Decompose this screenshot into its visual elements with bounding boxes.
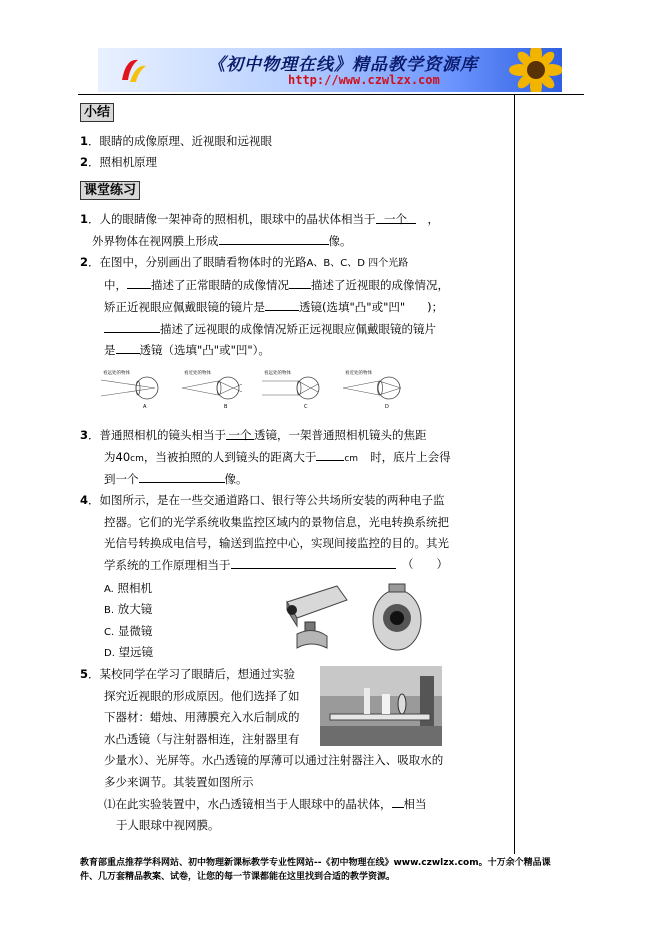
question-5-line-3: 下器材：蜡烛、用薄膜充入水后制成的 <box>104 710 300 724</box>
summary-item-2: 2．照相机原理 <box>80 155 158 169</box>
question-1-line-1: 1．人的眼睛像一架神奇的照相机，眼球中的晶状体相当于 一个 ， <box>80 212 440 226</box>
site-banner <box>98 48 562 92</box>
svg-text:D: D <box>385 404 389 410</box>
question-2-line-1: 2．在图中，分别画出了眼睛看物体时的光路A、B、C、D 四个光路 <box>80 255 409 269</box>
option-d[interactable]: D. 望远镜 <box>104 645 154 659</box>
eye-diagram-a <box>101 368 173 410</box>
summary-heading: 小结 <box>80 103 114 122</box>
question-5-line-6: 多少来调节。其装置如图所示 <box>104 775 254 789</box>
footer-line-1: 教育部重点推荐学科网站、初中物理新课标教学专业性网站--《初中物理在线》www.czwlzx.com。十万余个精品课 <box>80 858 551 868</box>
question-3-line-2: 为40cm，当被拍照的人到镜头的距离大于 cm 时，底片上会得 <box>104 450 451 464</box>
dome-camera-image <box>369 582 425 654</box>
answer-blank <box>265 298 299 311</box>
question-2-line-4: 描述了远视眼的成像情况矫正远视眼应佩戴眼镜的镜片 <box>104 320 436 337</box>
question-2-line-5: 是 透镜（选填"凸"或"凹"）。 <box>104 343 270 357</box>
answer-blank: 一个 <box>226 427 254 440</box>
footer-line-2: 件、几万套精品教案、试卷，让您的每一节课都能在这里找到合适的教学资源。 <box>80 872 396 882</box>
question-5-line-1: 5．某校同学在学习了眼睛后，想通过实验 <box>80 667 296 681</box>
svg-text:看近处的物体: 看近处的物体 <box>184 371 211 376</box>
answer-paren: （ ） <box>402 557 448 571</box>
answer-blank <box>127 276 151 289</box>
option-c[interactable]: C. 显微镜 <box>104 624 153 638</box>
practice-heading: 课堂练习 <box>80 181 140 200</box>
question-4-line-4: 学系统的工作原理相当于 <box>104 556 396 573</box>
experiment-photo <box>320 666 442 746</box>
page-footer <box>80 856 585 884</box>
question-2-line-2: 中， 描述了正常眼睛的成像情况 描述了近视眼的成像情况， <box>104 278 449 292</box>
question-5-line-8: 于人眼球中视网膜。 <box>116 818 220 832</box>
answer-blank <box>231 556 396 569</box>
answer-blank <box>116 341 140 354</box>
question-5-line-7: ⑴在此实验装置中，水凸透镜相当于人眼球中的晶状体， 相当 <box>104 797 427 811</box>
box-camera-image <box>283 582 349 654</box>
question-5-line-2: 探究近视眼的形成原因。他们选择了如 <box>104 689 300 703</box>
answer-blank <box>316 448 344 461</box>
answer-blank <box>289 276 311 289</box>
banner-title: 《初中物理在线》精品教学资源库 <box>208 55 478 75</box>
question-5-line-5: 少量水）、光屏等。水凸透镜的厚薄可以通过注射器注入、吸取水的 <box>104 753 444 767</box>
answer-blank <box>139 470 225 483</box>
option-a[interactable]: A. 照相机 <box>104 581 152 595</box>
eye-diagram-d <box>343 368 415 410</box>
question-2-line-3: 矫正近视眼应佩戴眼镜的镜片是 透镜(选填"凸"或"凹" )； <box>104 300 444 314</box>
answer-blank: 一个 <box>376 211 416 224</box>
eye-diagram-c <box>262 368 334 410</box>
question-1-line-2: 外界物体在视网膜上形成 像。 <box>92 234 352 248</box>
svg-text:C: C <box>304 404 308 410</box>
question-5-line-4: 水凸透镜（与注射器相连，注射器里有 <box>104 732 300 746</box>
header-rule <box>78 94 584 95</box>
svg-text:看远处的物体: 看远处的物体 <box>264 371 291 376</box>
answer-blank <box>219 232 329 245</box>
logo-icon <box>116 54 150 86</box>
sunflower-icon <box>508 48 562 92</box>
question-3-line-3: 到一个 像。 <box>104 472 248 486</box>
question-4-line-2: 控器。它们的光学系统收集监控区域内的景物信息，光电转换系统把 <box>104 515 449 529</box>
answer-blank <box>104 320 160 333</box>
question-4-line-1: 4．如图所示，是在一些交通道路口、银行等公共场所安装的两种电子监 <box>80 493 445 507</box>
answer-blank <box>392 795 404 808</box>
eye-diagram-b <box>182 368 254 410</box>
svg-text:B: B <box>224 404 228 410</box>
option-b[interactable]: B. 放大镜 <box>104 602 153 616</box>
question-3-line-1: 3．普通照相机的镜头相当于 一个 透镜，一架普通照相机镜头的焦距 <box>80 428 427 442</box>
question-4-line-3: 光信号转换成电信号，输送到监控中心，实现间接监控的目的。其光 <box>104 536 449 550</box>
svg-text:A: A <box>143 404 147 410</box>
svg-text:看远处的物体: 看远处的物体 <box>103 371 130 376</box>
margin-rule <box>514 94 515 854</box>
banner-url[interactable]: http://www.czwlzx.com <box>288 73 440 87</box>
svg-text:看近处的物体: 看近处的物体 <box>345 371 372 376</box>
summary-item-1: 1．眼睛的成像原理、近视眼和远视眼 <box>80 134 273 148</box>
